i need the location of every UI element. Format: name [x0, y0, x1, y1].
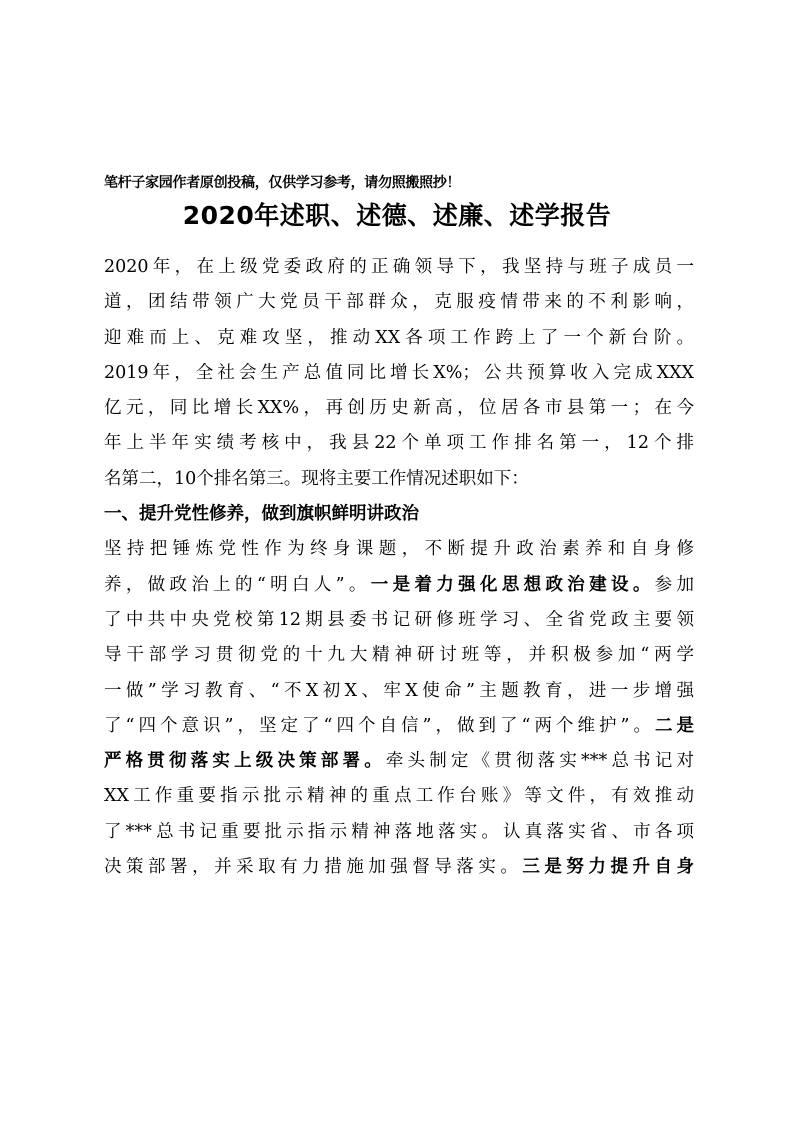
bold-run: 三是努力提升自身	[522, 857, 695, 878]
document-title: 2020年述职、述德、述廉、述学报告	[182, 201, 612, 230]
bold-run: 严格贯彻落实上级决策部署。	[104, 751, 386, 772]
document-body	[104, 250, 694, 885]
intro-line: 亿元，同比增长XX%，再创历史新高，位居各市县第一；在今	[104, 398, 694, 419]
section-line: 导干部学习贯彻党的十九大精神研讨班等，并积极参加“两学	[104, 645, 694, 666]
intro-line: 道，团结带领广大党员干部群众，克服疫情带来的不利影响，	[104, 292, 694, 313]
intro-line: 2019年，全社会生产总值同比增长X%；公共预算收入完成XXX	[104, 362, 694, 383]
section-line: XX工作重要指示批示精神的重点工作台账》等文件，有效推动	[104, 786, 694, 807]
section-line	[104, 709, 694, 744]
text-run: 参加	[654, 574, 695, 595]
bold-run: 二是	[654, 715, 694, 736]
section-line: 一做”学习教育、“不X初X、牢X使命”主题教育，进一步增强	[104, 680, 694, 701]
section-line	[104, 568, 694, 603]
intro-line: 名第二，10个排名第三。现将主要工作情况述职如下：	[104, 468, 529, 489]
intro-line: 迎难而上、克难攻坚，推动XX各项工作跨上了一个新台阶。	[104, 327, 694, 348]
bold-run: 一是着力强化思想政治建设。	[370, 574, 655, 595]
text-run: 决策部署，并采取有力措施加强督导落实。	[104, 857, 523, 878]
copyright-notice: 笔杆子家园作者原创投稿，仅供学习参考，请勿照搬照抄！	[104, 175, 461, 191]
intro-line: 年上半年实绩考核中，我县22个单项工作排名第一，12个排	[104, 433, 694, 454]
text-run: 牵头制定《贯彻落实***总书记对	[385, 751, 694, 772]
section-line: 了***总书记重要批示指示精神落地落实。认真落实省、市各项	[104, 821, 694, 842]
intro-line: 2020年，在上级党委政府的正确领导下，我坚持与班子成员一	[104, 257, 694, 277]
section-line	[104, 744, 694, 779]
text-run: 养，做政治上的“明白人”。	[104, 574, 371, 595]
section-heading: 一、提升党性修养，做到旗帜鲜明讲政治	[104, 504, 419, 525]
text-run: 了“四个意识”，坚定了“四个自信”，做到了“两个维护”。	[104, 715, 655, 736]
section-line: 了中共中央党校第12期县委书记研修班学习、全省党政主要领	[104, 609, 694, 630]
section-line	[104, 850, 694, 885]
section-line: 坚持把锤炼党性作为终身课题，不断提升政治素养和自身修	[104, 539, 694, 560]
